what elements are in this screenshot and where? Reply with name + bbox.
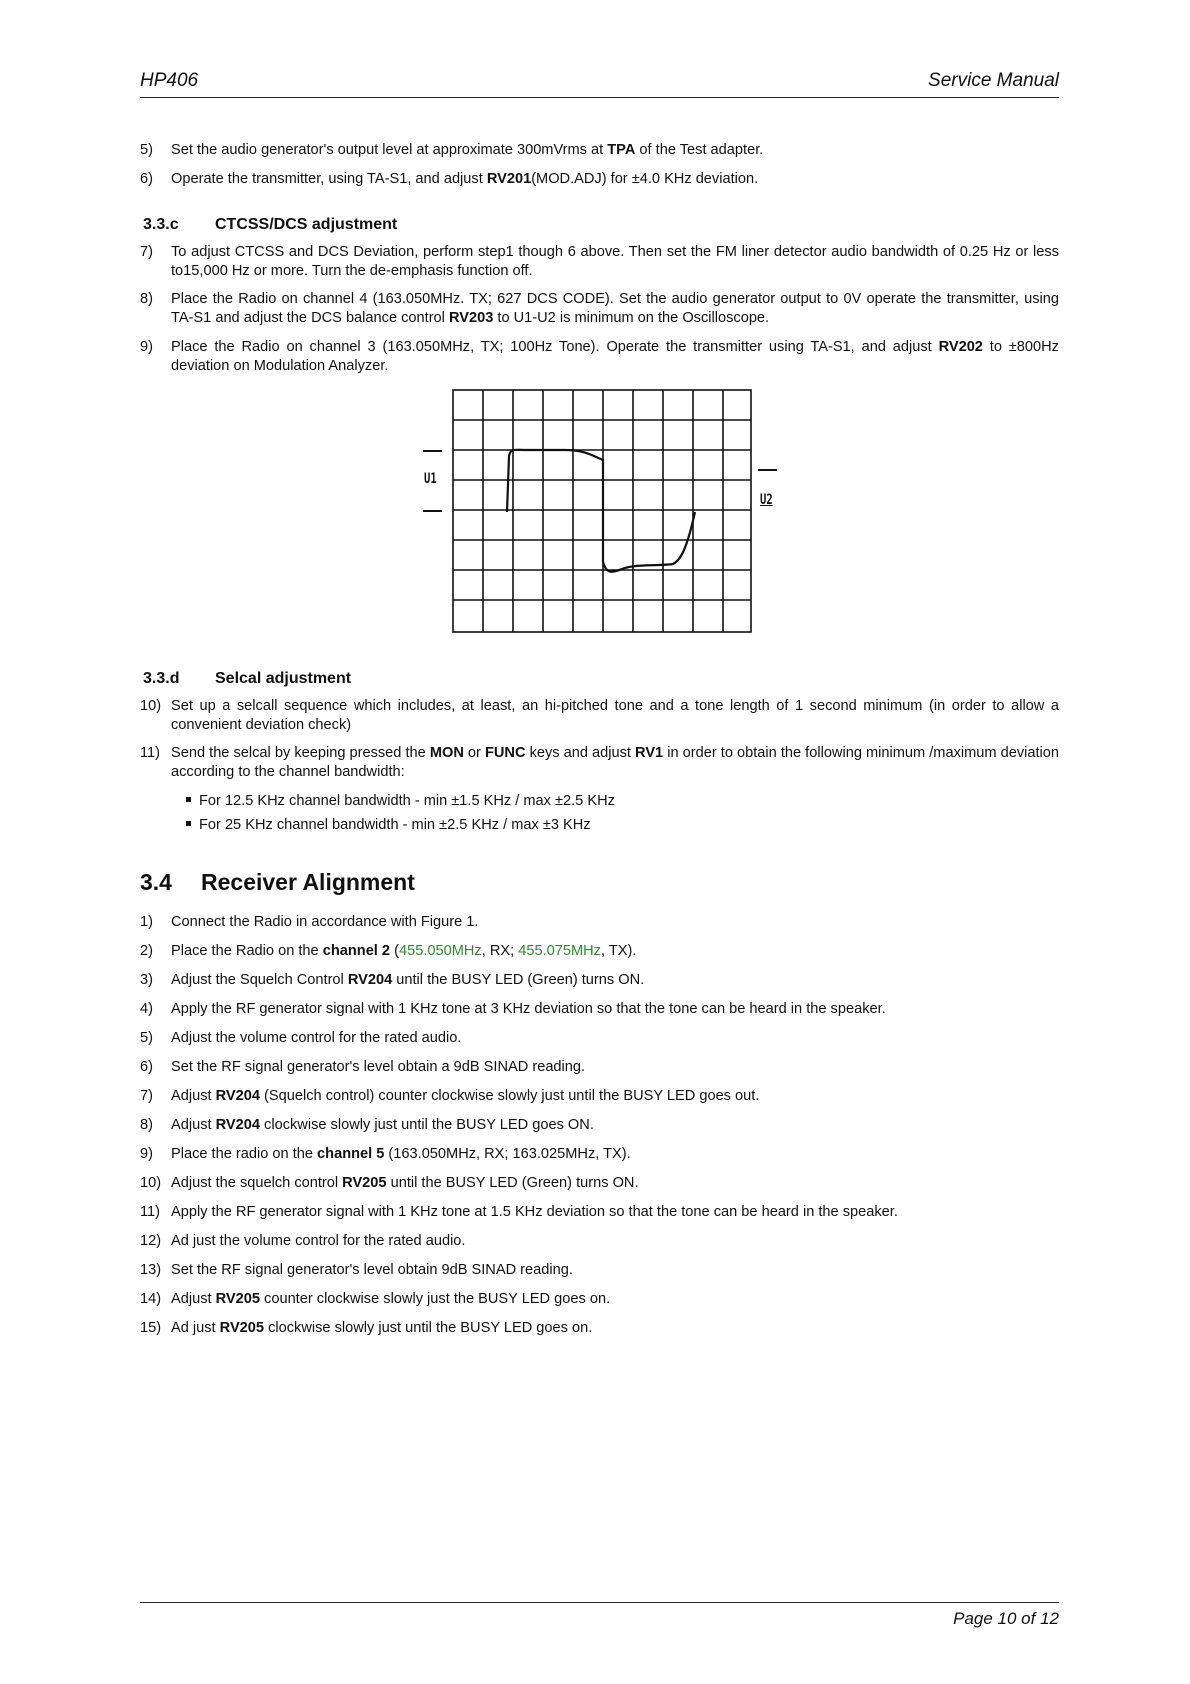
section-heading-ctcss (143, 216, 397, 234)
section-number: 3.3.d (143, 670, 180, 687)
step-text: Operate the transmitter, using TA-S1, and adjust RV201(MOD.ADJ) for ±4.0 KHz deviation. (171, 171, 759, 187)
step-item (140, 1290, 1059, 1309)
step-number: 7) (140, 244, 153, 260)
step-number: 5) (140, 142, 153, 158)
step-text: Apply the RF generator signal with 1 KHz tone at 3 KHz deviation so that the tone can be heard in the speaker. (171, 1001, 886, 1017)
step-item (140, 1203, 1059, 1222)
step-item (140, 170, 1059, 189)
u1-label: U1 (424, 471, 437, 487)
header-model: HP406 (140, 70, 199, 91)
step-item (140, 338, 1059, 376)
step-item (140, 1116, 1059, 1135)
step-item (140, 1174, 1059, 1193)
step-number: 10) (140, 698, 162, 714)
oscilloscope-figure (415, 388, 785, 638)
step-item (140, 1232, 1059, 1251)
section-heading-receiver (140, 869, 415, 896)
step-number: 4) (140, 1001, 153, 1017)
step-number: 6) (140, 171, 153, 187)
step-text: Adjust RV204 (Squelch control) counter clockwise slowly just until the BUSY LED goes out. (171, 1088, 760, 1104)
step-text: Adjust the squelch control RV205 until the BUSY LED (Green) turns ON. (171, 1175, 639, 1191)
step-number: 11) (140, 1204, 161, 1220)
step-number: 10) (140, 1175, 162, 1191)
step-number: 5) (140, 1030, 153, 1046)
step-text: Place the Radio on channel 3 (163.050MHz, TX; 100Hz Tone). Operate the transmitter using TA-S1, and adjust RV202 to ±800Hz deviation on Modulation Analyzer. (171, 339, 1059, 374)
step-item (140, 1319, 1059, 1338)
step-item (140, 1261, 1059, 1280)
step-number: 3) (140, 972, 153, 988)
step-item (140, 243, 1059, 281)
step-text: Place the radio on the channel 5 (163.050MHz, RX; 163.025MHz, TX). (171, 1146, 631, 1162)
step-text: Set the RF signal generator's level obtain 9dB SINAD reading. (171, 1262, 573, 1278)
step-number: 1) (140, 914, 153, 930)
step-item (140, 1058, 1059, 1077)
step-number: 6) (140, 1059, 153, 1075)
step-text: Set the audio generator's output level at approximate 300mVrms at TPA of the Test adapter. (171, 142, 764, 158)
section-title: Selcal adjustment (215, 670, 352, 687)
step-item (140, 971, 1059, 990)
step-number: 9) (140, 339, 153, 355)
bandwidth-bullet (186, 793, 615, 809)
bullet-marker (186, 797, 191, 802)
step-item (140, 1087, 1059, 1106)
step-number: 14) (140, 1291, 162, 1307)
step-text: Connect the Radio in accordance with Figure 1. (171, 914, 479, 930)
step-text: Set the RF signal generator's level obtain a 9dB SINAD reading. (171, 1059, 586, 1075)
page-header (140, 70, 1059, 98)
section-title: Receiver Alignment (201, 869, 415, 895)
bandwidth-bullet (186, 817, 591, 833)
step-text: Apply the RF generator signal with 1 KHz tone at 1.5 KHz deviation so that the tone can be heard in the speaker. (171, 1204, 898, 1220)
bullet-marker (186, 821, 191, 826)
step-item (140, 141, 1059, 160)
step-number: 9) (140, 1146, 153, 1162)
step-number: 8) (140, 1117, 153, 1133)
step-number: 11) (140, 745, 161, 761)
bullet-text: For 12.5 KHz channel bandwidth - min ±1.5 KHz / max ±2.5 KHz (199, 793, 615, 809)
step-text: Adjust RV205 counter clockwise slowly just the BUSY LED goes on. (171, 1291, 611, 1307)
step-text: Ad just RV205 clockwise slowly just until the BUSY LED goes on. (171, 1320, 593, 1336)
step-text: Send the selcal by keeping pressed the MON or FUNC keys and adjust RV1 in order to obtain the following minimum /maximum deviation according to the channel bandwidth: (171, 745, 1060, 780)
step-text: Adjust the Squelch Control RV204 until the BUSY LED (Green) turns ON. (171, 972, 645, 988)
step-text: Place the Radio on channel 4 (163.050MHz. TX; 627 DCS CODE). Set the audio generator output to 0V operate the transmitter, using TA-S1 and adjust the DCS balance control RV203 to U1-U2 is minimum on the Oscilloscope. (171, 291, 1059, 326)
bullet-text: For 25 KHz channel bandwidth - min ±2.5 KHz / max ±3 KHz (199, 817, 591, 833)
section-number: 3.4 (140, 869, 172, 895)
u2-label: U2 (760, 492, 773, 508)
step-text: Adjust RV204 clockwise slowly just until the BUSY LED goes ON. (171, 1117, 594, 1133)
step-text: To adjust CTCSS and DCS Deviation, perform step1 though 6 above. Then set the FM liner detector audio bandwidth of 0.25 Hz or less to15,000 Hz or more. Turn the de-emphasis function off. (171, 244, 1059, 279)
step-number: 15) (140, 1320, 162, 1336)
step-text: Place the Radio on the channel 2 (455.050MHz, RX; 455.075MHz, TX). (171, 943, 637, 959)
step-item (140, 1029, 1059, 1048)
step-text: Set up a selcall sequence which includes, at least, an hi-pitched tone and a tone length of 1 second minimum (in order to allow a convenient deviation check) (171, 698, 1059, 733)
page-footer (140, 1602, 1059, 1628)
step-text: Ad just the volume control for the rated audio. (171, 1233, 466, 1249)
step-item (140, 697, 1059, 735)
page-number: Page 10 of 12 (953, 1609, 1059, 1628)
step-number: 12) (140, 1233, 162, 1249)
section-heading-selcal (143, 670, 351, 688)
step-number: 13) (140, 1262, 162, 1278)
step-item (140, 1145, 1059, 1164)
step-number: 8) (140, 291, 153, 307)
header-doc-title: Service Manual (928, 70, 1059, 91)
step-item (140, 744, 1059, 782)
step-number: 2) (140, 943, 153, 959)
step-text: Adjust the volume control for the rated audio. (171, 1030, 462, 1046)
step-item (140, 942, 1059, 961)
section-title: CTCSS/DCS adjustment (215, 216, 398, 233)
section-number: 3.3.c (143, 216, 179, 233)
step-item (140, 290, 1059, 328)
step-number: 7) (140, 1088, 153, 1104)
step-item (140, 913, 1059, 932)
step-item (140, 1000, 1059, 1019)
